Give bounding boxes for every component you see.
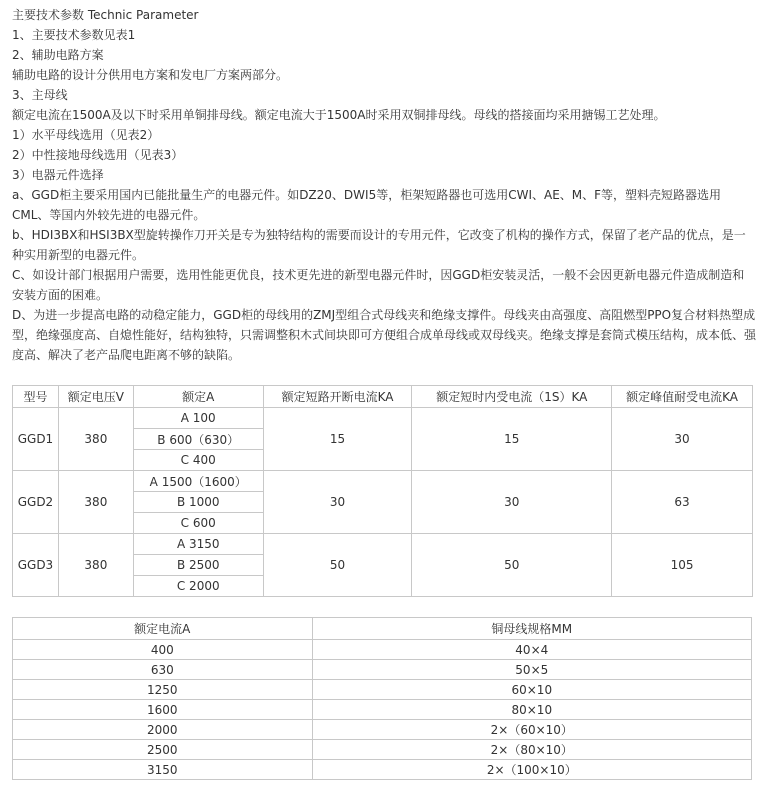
voltage-cell: 380 — [58, 408, 133, 471]
breaking-cell: 15 — [263, 408, 412, 471]
text-line: 辅助电路的设计分供用电方案和发电厂方案两部分。 — [12, 68, 289, 82]
table-cell: 3150 — [13, 760, 313, 780]
text-line: 1、主要技术参数见表1 — [12, 28, 136, 42]
text-paragraph: a、GGD柜主要采用国内已能批量生产的电器元件。如DZ20、DWI5等，柜架短路器也可选用CWI、AE、M、F等，塑料壳短路器选用CML、等国内外较先进的电器元件。 — [12, 188, 722, 222]
table-row — [13, 660, 752, 680]
breaking-cell: 50 — [263, 534, 412, 597]
table-row — [13, 760, 752, 780]
peak-cell: 30 — [612, 408, 753, 471]
voltage-cell: 380 — [58, 534, 133, 597]
table-cell: 60×10 — [312, 680, 751, 700]
breaking-cell: 30 — [263, 471, 412, 534]
table-cell: 50×5 — [312, 660, 751, 680]
table-header-row — [13, 618, 752, 640]
current-cell: B 600（630） — [133, 429, 263, 450]
text-line: 3）电器元件选择 — [12, 168, 104, 182]
model-cell: GGD3 — [13, 534, 59, 597]
current-cell: C 600 — [133, 513, 263, 534]
model-cell: GGD1 — [13, 408, 59, 471]
header-cell: 额定短路开断电流KA — [263, 386, 412, 408]
spec-table — [12, 385, 753, 597]
current-cell: A 100 — [133, 408, 263, 429]
current-cell: B 2500 — [133, 555, 263, 576]
short-time-cell: 15 — [412, 408, 612, 471]
text-paragraph: D、为进一步提高电路的动稳定能力，GGD柜的母线用的ZMJ型组合式母线夹和绝缘支撑件。母线夹由高强度、高阻燃型PPO复合材料热塑成型，绝缘强度高、自熄性能好，结构独特，只需调整积木式间块即可方便组合成单母线或双母线夹。绝缘支撑是套筒式模压结构，成本低、强度高、解决了老产品爬电距离不够的缺陷。 — [12, 308, 757, 362]
short-time-cell: 50 — [412, 534, 612, 597]
peak-cell: 63 — [612, 471, 753, 534]
text-line: 2）中性接地母线选用（见表3） — [12, 148, 184, 162]
short-time-cell: 30 — [412, 471, 612, 534]
table-cell: 2×（60×10） — [312, 720, 751, 740]
table-cell: 2000 — [13, 720, 313, 740]
peak-cell: 105 — [612, 534, 753, 597]
header-cell: 型号 — [13, 386, 59, 408]
table-cell: 2500 — [13, 740, 313, 760]
table-row — [13, 740, 752, 760]
header-cell: 额定峰值耐受电流KA — [612, 386, 753, 408]
text-line: 2、辅助电路方案 — [12, 48, 104, 62]
table-row — [13, 700, 752, 720]
current-cell: A 3150 — [133, 534, 263, 555]
text-paragraph: C、如设计部门根据用户需要，选用性能更优良，技术更先进的新型电器元件时，因GGD柜安装灵活，一般不会因更新电器元件造成制造和安装方面的困难。 — [12, 268, 745, 302]
table-row — [13, 471, 753, 492]
voltage-cell: 380 — [58, 471, 133, 534]
header-cell: 额定电压V — [58, 386, 133, 408]
text-line: 3、主母线 — [12, 88, 68, 102]
header-cell: 额定短时内受电流（1S）KA — [412, 386, 612, 408]
model-cell: GGD2 — [13, 471, 59, 534]
current-cell: A 1500（1600） — [133, 471, 263, 492]
table-cell: 40×4 — [312, 640, 751, 660]
text-line: 额定电流在1500A及以下时采用单铜排母线。额定电流大于1500A时采用双铜排母线。母线的搭接面均采用搪锡工艺处理。 — [12, 108, 666, 122]
table-row — [13, 640, 752, 660]
table-row — [13, 408, 753, 429]
current-cell: B 1000 — [133, 492, 263, 513]
table-cell: 630 — [13, 660, 313, 680]
bus-table — [12, 617, 752, 780]
table-cell: 2×（80×10） — [312, 740, 751, 760]
table-cell: 80×10 — [312, 700, 751, 720]
section-title: 主要技术参数 Technic Parameter — [12, 8, 199, 22]
table-row — [13, 534, 753, 555]
current-cell: C 2000 — [133, 576, 263, 597]
table-row — [13, 720, 752, 740]
table-header-row — [13, 386, 753, 408]
table-cell: 1600 — [13, 700, 313, 720]
current-cell: C 400 — [133, 450, 263, 471]
header-cell: 铜母线规格MM — [312, 618, 751, 640]
text-line: 1）水平母线选用（见表2） — [12, 128, 160, 142]
table-cell: 400 — [13, 640, 313, 660]
table-row — [13, 680, 752, 700]
table-cell: 1250 — [13, 680, 313, 700]
text-paragraph: b、HDI3BX和HSI3BX型旋转操作刀开关是专为独特结构的需要而设计的专用元件，它改变了机构的操作方式，保留了老产品的优点，是一种实用新型的电器元件。 — [12, 228, 746, 262]
header-cell: 额定电流A — [13, 618, 313, 640]
header-cell: 额定A — [133, 386, 263, 408]
table-cell: 2×（100×10） — [312, 760, 751, 780]
